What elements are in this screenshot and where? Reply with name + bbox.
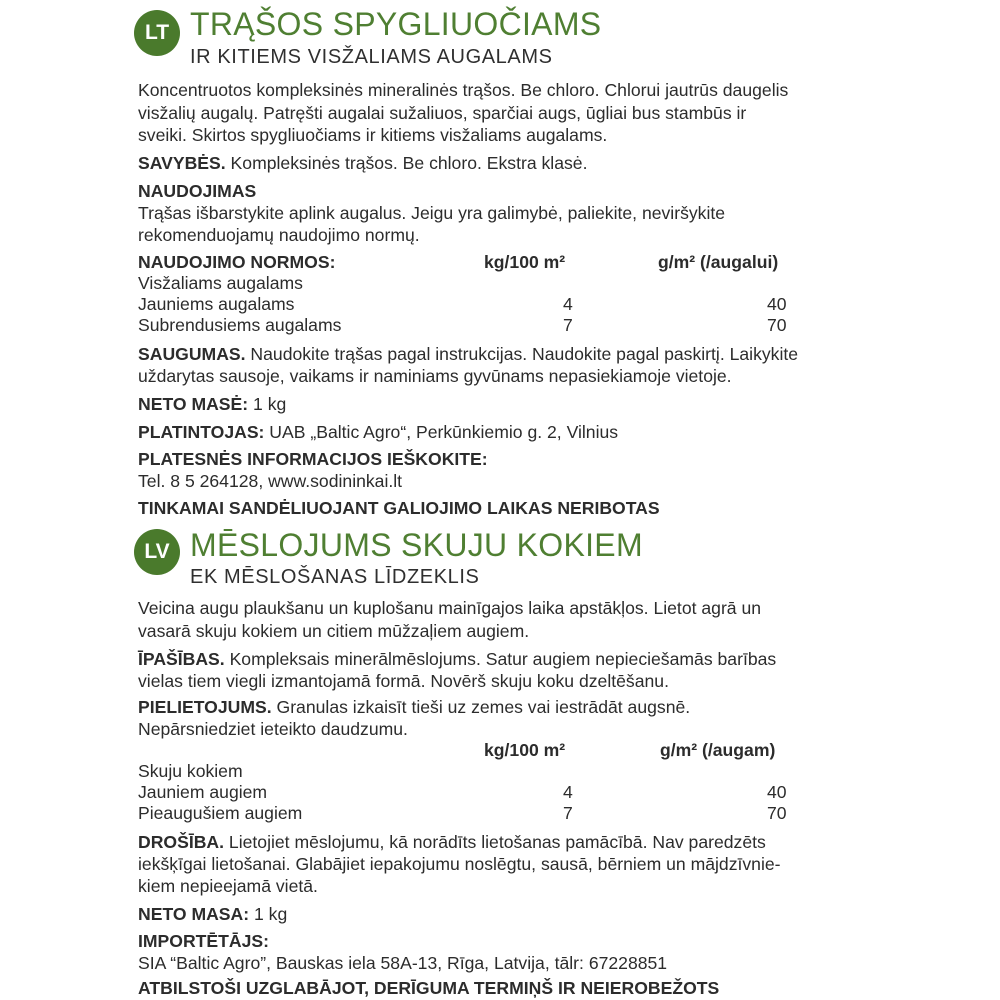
lt-table-header-label: NAUDOJIMO NORMOS: — [138, 252, 336, 272]
lt-table-row-2-g: 70 — [767, 315, 787, 335]
lv-table-group: Skuju kokiem — [138, 761, 243, 781]
lt-saugumas-line-1 — [138, 343, 798, 365]
lv-drosiba-line-2: iekšķīgai lietošanai. Glabājiet iepakojumu noslēgtu, sausā, bērniem un mājdzīvnie- — [138, 854, 781, 874]
lt-neto — [138, 393, 286, 415]
lv-pielietojums-line-1 — [138, 696, 690, 718]
lv-table-col-g: g/m² (/augam) — [660, 740, 776, 760]
lt-intro-line-2: visžalių augalų. Patręšti augalai sužaliuos, sparčiai augs, ūgliai bus stambūs ir — [138, 103, 747, 123]
lv-table-row-2-g: 70 — [767, 803, 787, 823]
lt-title: TRĄŠOS SPYGLIUOČIAMS — [190, 6, 602, 42]
lv-neto-label: NETO MASA: — [138, 904, 250, 924]
lv-table-row-1-label: Jauniem augiem — [138, 782, 268, 802]
lt-savybes-label: SAVYBĖS. — [138, 153, 226, 173]
lt-info-heading: PLATESNĖS INFORMACIJOS IEŠKOKITE: — [138, 449, 488, 469]
lt-table-col-g: g/m² (/augalui) — [658, 252, 779, 272]
lt-platintojas — [138, 421, 618, 443]
lt-naudojimas-line-2: rekomenduojamų naudojimo normų. — [138, 225, 420, 245]
lt-table-col-kg: kg/100 m² — [484, 252, 566, 272]
lv-neto-value: 1 kg — [249, 904, 288, 924]
lv-pielietojums-text-1: Granulas izkaisīt tieši uz zemes vai iestrādāt augsnē. — [271, 697, 691, 717]
lt-table-row-2-label: Subrendusiems augalams — [138, 315, 342, 335]
lv-table-row-2-label: Pieaugušiem augiem — [138, 803, 303, 823]
lt-neto-label: NETO MASĖ: — [138, 394, 249, 414]
lt-subtitle: IR KITIEMS VISŽALIAMS AUGALAMS — [190, 46, 553, 68]
lv-table-col-kg: kg/100 m² — [484, 740, 566, 760]
lv-ipasibas-line-2: vielas tiem viegli izmantojamā formā. Novērš skuju koku dzeltēšanu. — [138, 671, 669, 691]
lv-intro-line-1: Veicina augu plaukšanu un kuplošanu mainīgajos laika apstākļos. Lietot agrā un — [138, 598, 762, 618]
lt-savybes-text: Kompleksinės trąšos. Be chloro. Ekstra klasė. — [225, 153, 588, 173]
lv-drosiba-line-1 — [138, 831, 766, 853]
lv-subtitle: EK MĒSLOŠANAS LĪDZEKLIS — [190, 566, 480, 588]
lt-savybes — [138, 152, 587, 174]
lt-naudojimas-line-1: Trąšas išbarstykite aplink augalus. Jeigu yra galimybė, paliekite, neviršykite — [138, 203, 726, 223]
lt-saugumas-label: SAUGUMAS. — [138, 344, 246, 364]
lt-saugumas-line-2: uždarytas sausoje, vaikams ir naminiams gyvūnams nepasiekiamoje vietoje. — [138, 366, 732, 386]
lv-storage-note: ATBILSTOŠI UZGLABĀJOT, DERĪGUMA TERMIŅŠ IR NEIEROBEŽOTS — [138, 978, 720, 998]
lt-saugumas-text-1: Naudokite trąšas pagal instrukcijas. Naudokite pagal paskirtį. Laikykite — [245, 344, 799, 364]
lv-title: MĒSLOJUMS SKUJU KOKIEM — [190, 527, 643, 563]
lt-platintojas-text: UAB „Baltic Agro“, Perkūnkiemio g. 2, Vilnius — [264, 422, 619, 442]
lt-table-row-1-kg: 4 — [563, 294, 573, 314]
lt-neto-value: 1 kg — [248, 394, 287, 414]
lv-table-row-2-kg: 7 — [563, 803, 573, 823]
lv-pielietojums-label: PIELIETOJUMS. — [138, 697, 272, 717]
lv-intro-line-2: vasarā skuju kokiem un citiem mūžzaļiem augiem. — [138, 621, 530, 641]
lt-table-row-1-label: Jauniems augalams — [138, 294, 295, 314]
lt-table-group: Visžaliams augalams — [138, 273, 303, 293]
lt-info-contacts: Tel. 8 5 264128, www.sodininkai.lt — [138, 471, 403, 491]
lv-importetajs-heading: IMPORTĒTĀJS: — [138, 931, 269, 951]
lv-table-row-1-kg: 4 — [563, 782, 573, 802]
lt-table-row-2-kg: 7 — [563, 315, 573, 335]
lt-language-badge: LT — [134, 10, 180, 56]
lv-pielietojums-line-2: Nepārsniedziet ieteikto daudzumu. — [138, 719, 408, 739]
lt-intro-line-3: sveiki. Skirtos spygliuočiams ir kitiems visžaliams augalams. — [138, 125, 608, 145]
lv-ipasibas-label: ĪPAŠĪBAS. — [138, 649, 225, 669]
lt-table-row-1-g: 40 — [767, 294, 787, 314]
lv-drosiba-text-1: Lietojiet mēslojumu, kā norādīts lietošanas pamācībā. Nav paredzēts — [224, 832, 766, 852]
lv-drosiba-label: DROŠĪBA. — [138, 832, 225, 852]
lv-neto — [138, 903, 287, 925]
lt-naudojimas-heading: NAUDOJIMAS — [138, 181, 257, 201]
lt-platintojas-label: PLATINTOJAS: — [138, 422, 265, 442]
lv-table-row-1-g: 40 — [767, 782, 787, 802]
lv-language-badge: LV — [134, 529, 180, 575]
lv-ipasibas-line-1 — [138, 648, 776, 670]
lt-storage-note: TINKAMAI SANDĖLIUOJANT GALIOJIMO LAIKAS NERIBOTAS — [138, 498, 660, 518]
lv-drosiba-line-3: kiem nepieejamā vietā. — [138, 876, 318, 896]
lt-intro-line-1: Koncentruotos kompleksinės mineralinės trąšos. Be chloro. Chlorui jautrūs daugelis — [138, 80, 789, 100]
lv-importetajs-text: SIA “Baltic Agro”, Bauskas iela 58A-13, Rīga, Latvija, tālr: 67228851 — [138, 953, 668, 973]
lv-ipasibas-text-1: Kompleksais minerālmēslojums. Satur augiem nepieciešamās barības — [224, 649, 777, 669]
